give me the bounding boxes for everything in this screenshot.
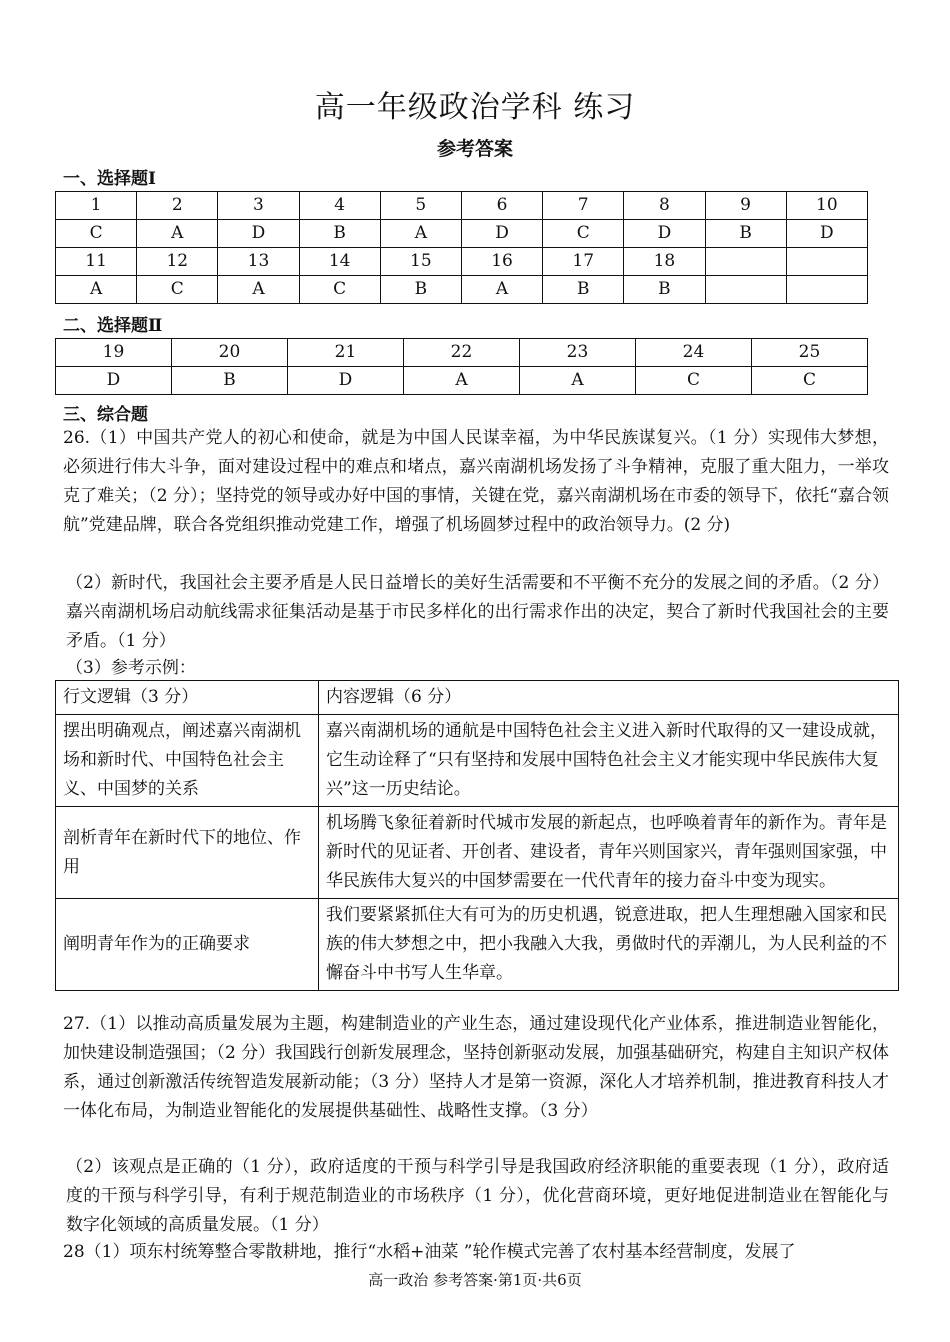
question-number-cell: 24 bbox=[636, 339, 752, 367]
answer-cell: C bbox=[137, 276, 218, 304]
answer-cell: D bbox=[786, 220, 867, 248]
q26-part3-label bbox=[66, 654, 892, 683]
logic-row2-writing: 剖析青年在新时代下的地位、作用 bbox=[56, 807, 319, 899]
logic-table-row bbox=[56, 899, 899, 991]
answer-cell: C bbox=[636, 367, 752, 395]
answer-cell: D bbox=[56, 367, 172, 395]
answer-cell: D bbox=[288, 367, 404, 395]
question-number-cell: 17 bbox=[543, 248, 624, 276]
answer-grid-row bbox=[56, 192, 868, 220]
question-number-cell: 19 bbox=[56, 339, 172, 367]
answer-cell: A bbox=[404, 367, 520, 395]
question-number-cell: 25 bbox=[752, 339, 868, 367]
answer-cell bbox=[705, 276, 786, 304]
q28-part1 bbox=[63, 1238, 889, 1267]
q26-logic-table bbox=[55, 680, 899, 991]
logic-row1-content: 嘉兴南湖机场的通航是中国特色社会主义进入新时代取得的又一建设成就，它生动诠释了“只有坚持和发展中国特色社会主义才能实现中华民族伟大复兴”这一历史结论。 bbox=[319, 715, 899, 807]
question-number-cell: 21 bbox=[288, 339, 404, 367]
answer-cell: A bbox=[461, 276, 542, 304]
question-number-cell: 10 bbox=[786, 192, 867, 220]
logic-table-row bbox=[56, 807, 899, 899]
answer-cell: B bbox=[380, 276, 461, 304]
answer-cell: D bbox=[461, 220, 542, 248]
section3-heading: 三、综合题 bbox=[63, 405, 148, 425]
question-number-cell bbox=[786, 248, 867, 276]
answer-cell: A bbox=[218, 276, 299, 304]
page-title: 高一年级政治学科 练习 bbox=[314, 90, 636, 125]
answer-grid-row bbox=[56, 220, 868, 248]
answer-cell: B bbox=[705, 220, 786, 248]
answer-cell: B bbox=[624, 276, 705, 304]
question-number-cell: 13 bbox=[218, 248, 299, 276]
answer-cell: C bbox=[56, 220, 137, 248]
q26-part1 bbox=[63, 424, 889, 540]
logic-header-content: 内容逻辑（6 分） bbox=[319, 681, 899, 715]
answer-cell: A bbox=[137, 220, 218, 248]
question-number-cell: 4 bbox=[299, 192, 380, 220]
question-number-cell: 20 bbox=[172, 339, 288, 367]
logic-header-writing: 行文逻辑（3 分） bbox=[56, 681, 319, 715]
question-number-cell: 7 bbox=[543, 192, 624, 220]
answer-cell: C bbox=[543, 220, 624, 248]
section1-answer-table bbox=[55, 191, 868, 304]
answer-cell: A bbox=[520, 367, 636, 395]
question-number-cell: 16 bbox=[461, 248, 542, 276]
question-number-cell: 5 bbox=[380, 192, 461, 220]
q26-part1-text: 26.（1）中国共产党人的初心和使命，就是为中国人民谋幸福，为中华民族谋复兴。（1 分）实现伟大梦想，必须进行伟大斗争，面对建设过程中的难点和堵点，嘉兴南湖机场发扬了斗争精神，克服了重大阻力，一举攻克了难关；（2 分）；坚持党的领导或办好中国的事情，关键在党，嘉兴南湖机场在市委的领导下，依托“嘉合领航”党建品牌，联合各党组织推动党建工作，增强了机场圆梦过程中的政治领导力。(2 分) bbox=[63, 428, 889, 535]
answer-cell: C bbox=[752, 367, 868, 395]
question-number-cell: 11 bbox=[56, 248, 137, 276]
page-subtitle: 参考答案 bbox=[436, 138, 513, 160]
answer-cell: B bbox=[299, 220, 380, 248]
logic-row2-content: 机场腾飞象征着新时代城市发展的新起点，也呼唤着青年的新作为。青年是新时代的见证者、开创者、建设者，青年兴则国家兴，青年强则国家强，中华民族伟大复兴的中国梦需要在一代代青年的接力奋斗中变为现实。 bbox=[319, 807, 899, 899]
question-number-cell: 9 bbox=[705, 192, 786, 220]
question-number-cell: 1 bbox=[56, 192, 137, 220]
page-footer: 高一政治 参考答案·第1页·共6页 bbox=[368, 1271, 582, 1289]
answer-cell: B bbox=[172, 367, 288, 395]
answer-cell: A bbox=[56, 276, 137, 304]
logic-row3-writing: 阐明青年作为的正确要求 bbox=[56, 899, 319, 991]
answer-cell: B bbox=[543, 276, 624, 304]
q26-part3-text: （3）参考示例： bbox=[66, 658, 196, 678]
section2-answer-table bbox=[55, 338, 868, 395]
answer-cell bbox=[786, 276, 867, 304]
question-number-cell: 22 bbox=[404, 339, 520, 367]
q26-part2 bbox=[66, 569, 889, 656]
logic-row3-content: 我们要紧紧抓住大有可为的历史机遇，锐意进取，把人生理想融入国家和民族的伟大梦想之中，把小我融入大我，勇做时代的弄潮儿，为人民利益的不懈奋斗中书写人生华章。 bbox=[319, 899, 899, 991]
q27-part1 bbox=[63, 1010, 889, 1126]
answer-grid-row bbox=[56, 248, 868, 276]
question-number-cell: 12 bbox=[137, 248, 218, 276]
answer-grid-row bbox=[56, 276, 868, 304]
section2-heading: 二、选择题Ⅱ bbox=[63, 316, 163, 336]
question-number-cell: 18 bbox=[624, 248, 705, 276]
question-number-cell: 2 bbox=[137, 192, 218, 220]
logic-row1-writing: 摆出明确观点，阐述嘉兴南湖机场和新时代、中国特色社会主义、中国梦的关系 bbox=[56, 715, 319, 807]
answer-grid-row bbox=[56, 339, 868, 367]
question-number-cell: 3 bbox=[218, 192, 299, 220]
question-number-cell: 14 bbox=[299, 248, 380, 276]
question-number-cell: 8 bbox=[624, 192, 705, 220]
q28-part1-text: 28（1）项东村统筹整合零散耕地，推行“水稻+油菜 ”轮作模式完善了农村基本经营制度，发展了 bbox=[63, 1242, 796, 1262]
section1-heading: 一、选择题Ⅰ bbox=[63, 169, 156, 189]
answer-cell: D bbox=[218, 220, 299, 248]
question-number-cell: 23 bbox=[520, 339, 636, 367]
answer-cell: C bbox=[299, 276, 380, 304]
logic-table-row bbox=[56, 715, 899, 807]
q26-part2-text: （2）新时代，我国社会主要矛盾是人民日益增长的美好生活需要和不平衡不充分的发展之间的矛盾。（2 分）嘉兴南湖机场启动航线需求征集活动是基于市民多样化的出行需求作出的决定，契合了新时代我国社会的主要矛盾。（1 分） bbox=[66, 573, 889, 651]
answer-grid-row bbox=[56, 367, 868, 395]
q27-part2 bbox=[66, 1153, 889, 1240]
question-number-cell bbox=[705, 248, 786, 276]
q27-part1-text: 27.（1）以推动高质量发展为主题，构建制造业的产业生态，通过建设现代化产业体系，推进制造业智能化，加快建设制造强国；（2 分）我国践行创新发展理念，坚持创新驱动发展，加强基础研究，构建自主知识产权体系，通过创新激活传统智造发展新动能；（3 分）坚持人才是第一资源，深化人才培养机制，推进教育科技人才一体化布局，为制造业智能化的发展提供基础性、战略性支撑。（3 分） bbox=[63, 1014, 889, 1121]
q27-part2-text: （2）该观点是正确的（1 分），政府适度的干预与科学引导是我国政府经济职能的重要表现（1 分），政府适度的干预与科学引导，有利于规范制造业的市场秩序（1 分），优化营商环境，更好地促进制造业在智能化与数字化领域的高质量发展。（1 分） bbox=[66, 1157, 889, 1235]
logic-table-header-row bbox=[56, 681, 899, 715]
answer-cell: D bbox=[624, 220, 705, 248]
answer-cell: A bbox=[380, 220, 461, 248]
question-number-cell: 6 bbox=[461, 192, 542, 220]
question-number-cell: 15 bbox=[380, 248, 461, 276]
